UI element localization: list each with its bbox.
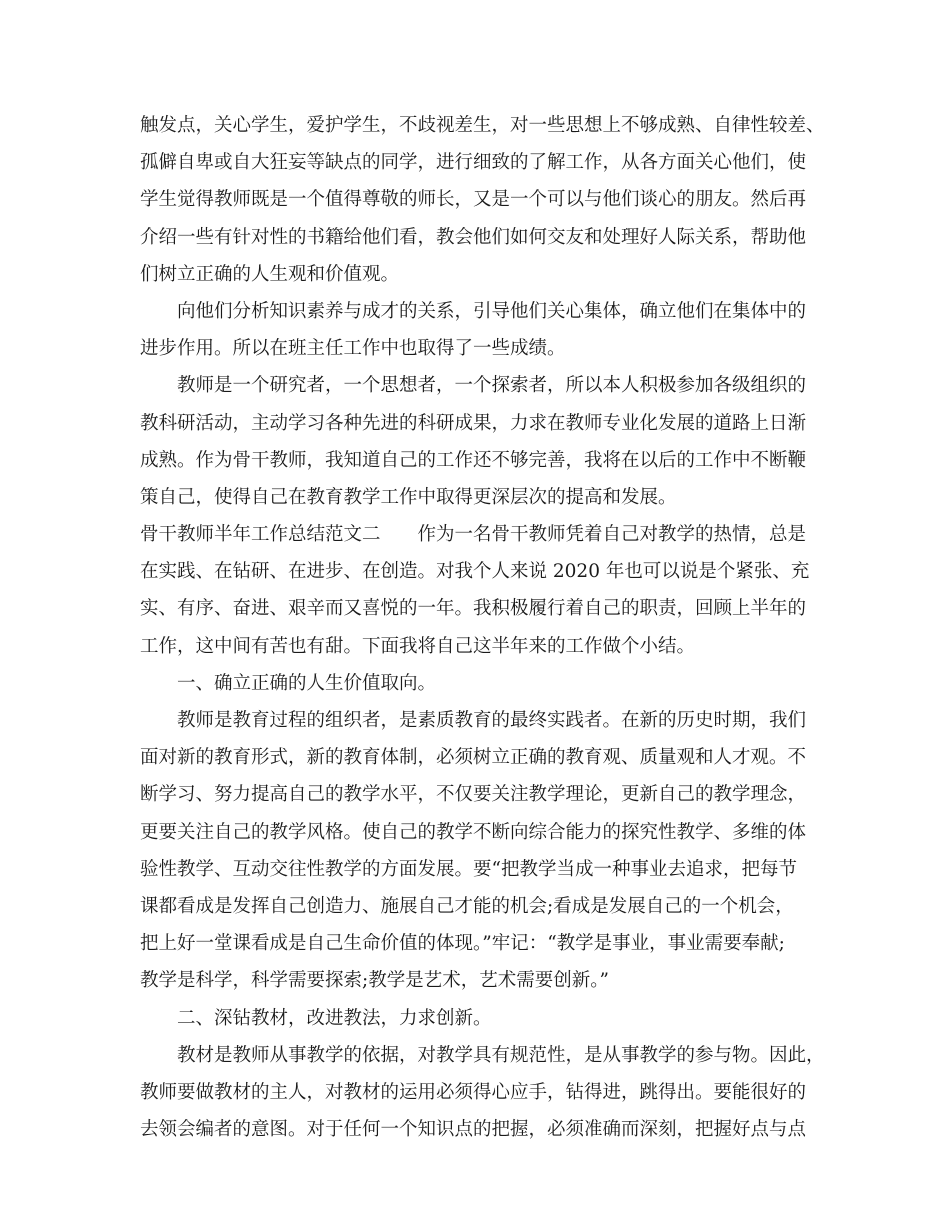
text-line: 策自己，使得自己在教育教学工作中取得更深层次的提高和发展。 xyxy=(140,486,677,508)
paragraph-start-line: 二、深钻教材，改进教法，力求创新。 xyxy=(177,1007,492,1029)
text-line: 去领会编者的意图。对于任何一个知识点的把握，必须准确而深刻，把握好点与点 xyxy=(140,1119,807,1141)
text-line: 更要关注自己的教学风格。使自己的教学不断向综合能力的探究性教学、多维的体 xyxy=(140,821,807,843)
text-line: 教学是科学，科学需要探索;教学是艺术，艺术需要创新。” xyxy=(140,970,609,992)
paragraph-start-line: 向他们分析知识素养与成才的关系，引导他们关心集体，确立他们在集体中的 xyxy=(177,300,807,322)
text-line: 骨干教师半年工作总结范文二 作为一名骨干教师凭着自己对教学的热情，总是 xyxy=(140,524,807,546)
text-line: 实、有序、奋进、艰辛而又喜悦的一年。我积极履行着自己的职责，回顾上半年的 xyxy=(140,598,807,620)
text-line: 在实践、在钻研、在进步、在创造。对我个人来说 2020 年也可以说是个紧张、充 xyxy=(140,561,810,583)
text-line: 教科研活动，主动学习各种先进的科研成果，力求在教师专业化发展的道路上日渐 xyxy=(140,412,807,434)
text-line: 把上好一堂课看成是自己生命价值的体现。”牢记：“教学是事业，事业需要奉献; xyxy=(140,933,785,955)
paragraph-start-line: 教师是一个研究者，一个思想者，一个探索者，所以本人积极参加各级组织的 xyxy=(177,375,807,397)
text-line: 介绍一些有针对性的书籍给他们看，教会他们如何交友和处理好人际关系，帮助他 xyxy=(140,226,807,248)
text-line: 学生觉得教师既是一个值得尊敬的师长，又是一个可以与他们谈心的朋友。然后再 xyxy=(140,189,807,211)
text-line: 教师要做教材的主人，对教材的运用必须得心应手，钻得进，跳得出。要能很好的 xyxy=(140,1081,807,1103)
paragraph-start-line: 教师是教育过程的组织者，是素质教育的最终实践者。在新的历史时期，我们 xyxy=(177,710,807,731)
text-line: 断学习、努力提高自己的教学水平，不仅要关注教学理论，更新自己的教学理念， xyxy=(140,784,807,806)
text-line: 课都看成是发挥自己创造力、施展自己才能的机会;看成是发展自己的一个机会， xyxy=(140,895,794,917)
text-line: 成熟。作为骨干教师，我知道自己的工作还不够完善，我将在以后的工作中不断鞭 xyxy=(140,449,807,471)
text-line: 验性教学、互动交往性教学的方面发展。要“把教学当成一种事业去追求，把每节 xyxy=(140,858,797,880)
text-line: 们树立正确的人生观和价值观。 xyxy=(140,263,400,285)
text-line: 面对新的教育形式，新的教育体制，必须树立正确的教育观、质量观和人才观。不 xyxy=(140,747,807,769)
text-line: 进步作用。所以在班主任工作中也取得了一些成绩。 xyxy=(140,338,566,360)
text-line: 孤僻自卑或自大狂妄等缺点的同学，进行细致的了解工作，从各方面关心他们，使 xyxy=(140,152,807,174)
paragraph-start-line: 教材是教师从事教学的依据，对教学具有规范性，是从事教学的参与物。因此， xyxy=(177,1044,825,1066)
document-body xyxy=(140,107,825,1148)
paragraph-start-line: 一、确立正确的人生价值取向。 xyxy=(177,672,437,694)
text-line: 触发点，关心学生，爱护学生，不歧视差生，对一些思想上不够成熟、自律性较差、 xyxy=(140,115,825,136)
text-line: 工作，这中间有苦也有甜。下面我将自己这半年来的工作做个小结。 xyxy=(140,635,696,657)
